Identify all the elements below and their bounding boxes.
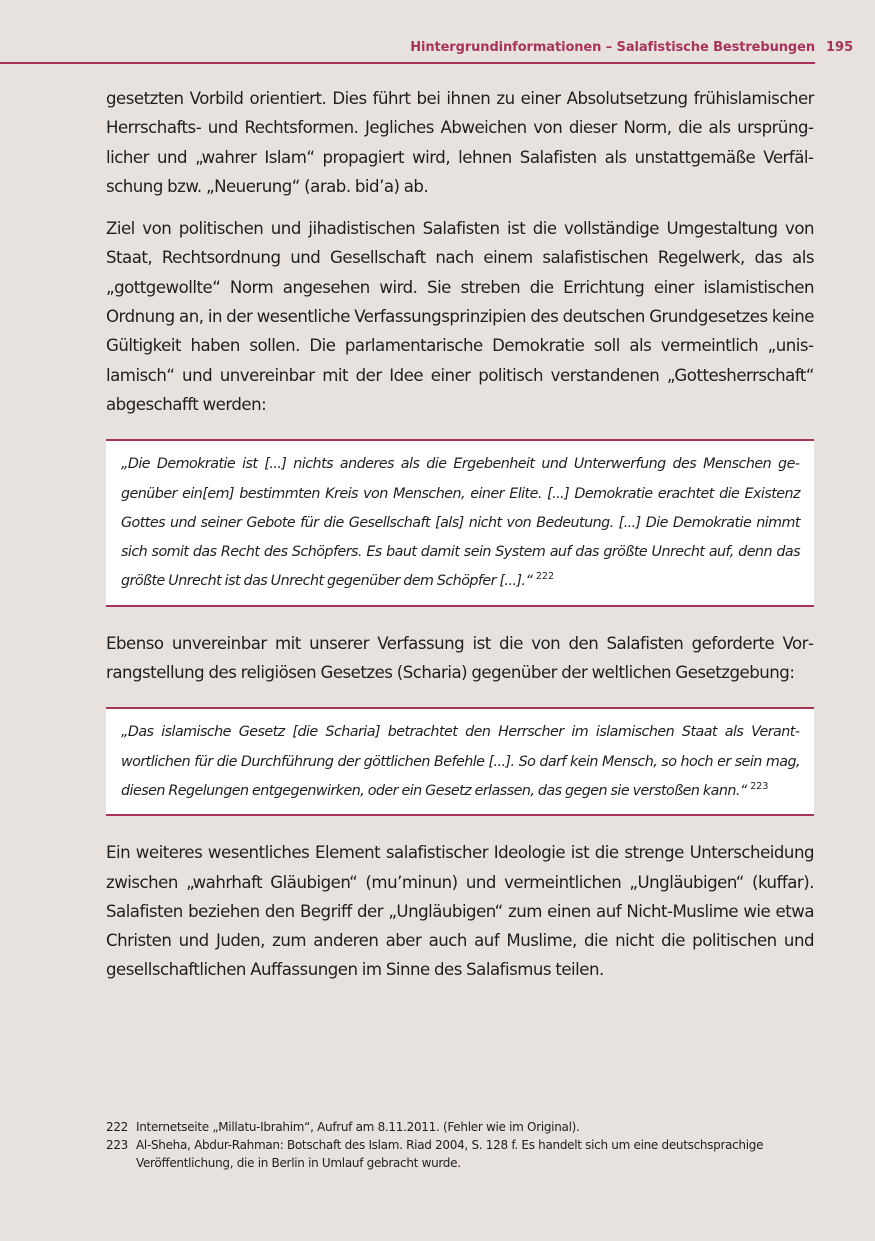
quote-box-2 bbox=[106, 707, 814, 816]
quote-2-body: „Das islamische Gesetz [die Scharia] betrachtet den Herrscher im islamischen Staat als Verantwortlichen für die Durchführung der göttlichen Befehle [...]. So darf kein Mensch, so hoch er sein mag, diesen Regelungen entgegenwirken, oder ein Gesetz erlassen, das gegen sie verstoßen kann.“ bbox=[121, 724, 800, 799]
page-body bbox=[106, 84, 814, 998]
paragraph-2: Ziel von politischen und jihadistischen Salafisten ist die vollständige Umgestaltung von Staat, Rechtsordnung und Gesellschaft nach einem salafistischen Regelwerk, das als „gottgewollte“ Norm angesehen wird. Sie streben die Errichtung einer islamistischen Ordnung an, in der wesentliche Verfassungsprinzipien des deutschen Grundgesetzes keine Gültigkeit haben sollen. Die parlamentarische Demokratie soll als vermeintlich „unislamisch“ und unvereinbar mit der Idee einer politisch verstandenen „Gottesherrschaft“ abgeschafft werden: bbox=[106, 219, 814, 414]
footnotes bbox=[106, 1118, 818, 1172]
running-header bbox=[0, 38, 815, 64]
paragraph-4: Ein weiteres wesentliches Element salafistischer Ideologie ist die strenge Unterscheidung zwischen „wahrhaft Gläubigen“ (mu’minun) und vermeintlichen „Ungläubigen“ (kuffar). Salafisten beziehen den Begriff der „Ungläubigen“ zum einen auf Nicht-Muslime wie etwa Christen und Juden, zum anderen aber auch auf Muslime, die nicht die politischen und gesellschaftlichen Auffassungen im Sinne des Salafismus teilen. bbox=[106, 843, 814, 980]
footnote-ref-223: 223 bbox=[750, 780, 769, 792]
footnote-number: 223 bbox=[106, 1138, 129, 1152]
quote-1-body: „Die Demokratie ist [...] nichts anderes als die Ergebenheit und Unterwerfung des Menschen gegenüber ein[em] bestimmten Kreis von Menschen, einer Elite. [...] Demokratie erachtet die Existenz Gottes und seiner Gebote für die Gesellschaft [als] nicht von Bedeutung. [...] Die Demokratie nimmt sich somit das Recht des Schöpfers. Es baut damit sein System auf das größte Unrecht auf, denn das größte Unrecht ist das Unrecht gegenüber dem Schöpfer [...].“ bbox=[121, 456, 800, 590]
footnote-222 bbox=[106, 1118, 818, 1136]
quote-box-1 bbox=[106, 439, 814, 606]
footnote-text: Internetseite „Millatu-Ibrahim“, Aufruf am 8.11.2011. (Fehler wie im Original). bbox=[136, 1120, 580, 1134]
header-title: Hintergrundinformationen – Salafistische Bestrebungen bbox=[410, 40, 815, 55]
footnote-223 bbox=[106, 1136, 818, 1172]
footnote-text: Al-Sheha, Abdur-Rahman: Botschaft des Islam. Riad 2004, S. 128 f. Es handelt sich um eine deutschsprachige Veröffentlichung, die in Berlin in Umlauf gebracht wurde. bbox=[136, 1138, 764, 1170]
footnote-number: 222 bbox=[106, 1120, 129, 1134]
page-number: 195 bbox=[826, 40, 854, 55]
paragraph-3: Ebenso unvereinbar mit unserer Verfassung ist die von den Salafisten geforderte Vorrangstellung des religiösen Gesetzes (Scharia) gegenüber der weltlichen Gesetzgebung: bbox=[106, 633, 814, 683]
quote-text-1 bbox=[121, 450, 800, 596]
footnote-ref-222: 222 bbox=[535, 571, 554, 583]
quote-text-2 bbox=[121, 718, 800, 806]
paragraph-1: gesetzten Vorbild orientiert. Dies führt bei ihnen zu einer Absolutsetzung frühislamischer Herrschafts- und Rechtsformen. Jegliches Abweichen von dieser Norm, die als ursprünglicher und „wahrer Islam“ propagiert wird, lehnen Salafisten als unstattgemäße Verfälschung bzw. „Neuerung“ (arab. bid’a) ab. bbox=[106, 89, 814, 196]
